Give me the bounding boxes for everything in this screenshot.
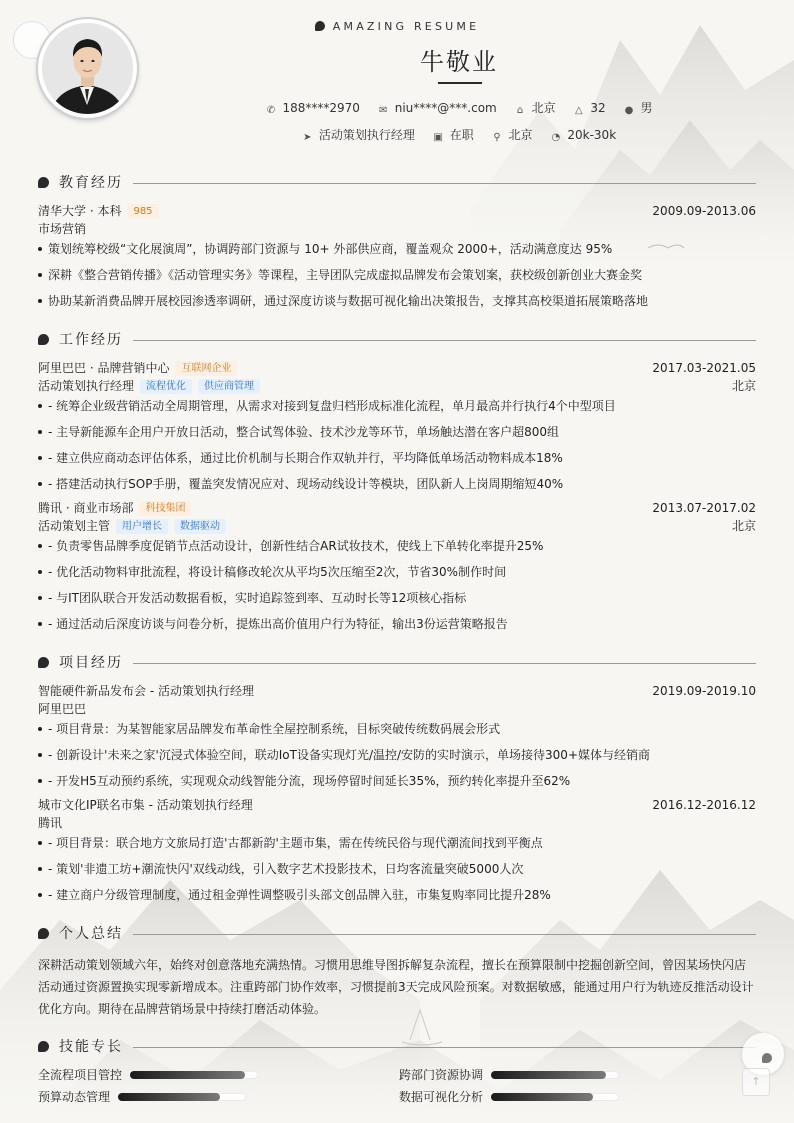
email-text: niu****@***.com [394,101,497,115]
project-date: 2016.12-2016.12 [652,798,756,812]
email-item [378,101,497,116]
divider [133,1047,756,1048]
list-item: - 主导新能源车企用户开放日活动，整合试驾体验、技术沙龙等环节，单场触达潜在客户超800组 [38,423,756,441]
list-item: - 优化活动物料审批流程，将设计稿修改轮次从平均5次压缩至2次，节省30%制作时间 [38,563,756,581]
work-role-row [38,517,756,535]
section-title: 个人总结 [59,926,123,942]
list-item: - 建立供应商动态评估体系，通过比价机制与长期合作双轨并行，平均降低单场活动物料成本18% [38,449,756,467]
list-item: - 与IT团队联合开发活动数据看板，实时追踪签到率、互动时长等12项核心指标 [38,589,756,607]
skill-bar-fill [118,1093,220,1101]
mail-icon: ✉ [379,105,388,116]
school-name: 清华大学 · 本科 [38,204,122,218]
work-city: 北京 [731,379,756,393]
skill-bar-fill [130,1071,245,1079]
list-item: - 通过活动后深度访谈与问卷分析，提炼出高价值用户行为特征，输出3份运营策略报告 [38,615,756,633]
summary-text: 深耕活动策划领域六年，始终对创意落地充满热情。习惯用思维导图拆解复杂流程，擅长在预算限制中挖掘创新空间，曾因某场快闪店活动通过资源置换实现零新增成本。注重跨部门协作效率，习惯提前3天完成风险预案。对数据敏感，能通过用户行为轨迹反推活动设计优化方向。期待在品牌营销场景中持续打磨活动体验。 [38,958,754,1016]
work-date: 2013.07-2017.02 [652,501,756,515]
cake-icon: △ [575,105,583,116]
gender-item [624,99,653,116]
list-item: - 搭建活动执行SOP手册，覆盖突发情况应对、现场动线设计等模块，团队新人上岗周期缩短40% [38,475,756,493]
ink-drop-icon [38,177,49,188]
school-tag: 985 [127,204,158,219]
briefcase-icon: ▣ [433,132,443,143]
work-date: 2017.03-2021.05 [652,361,756,375]
work-company-row [38,359,756,377]
age-item [573,101,605,116]
list-item: 策划统筹校级“文化展演周”，协调跨部门资源与 10+ 外部供应商，覆盖观众 2000+，活动满意度达 95% [38,240,756,258]
money-icon: ◔ [551,132,561,143]
salary-text: 20k-30k [567,128,617,142]
gender-icon: ● [624,105,634,116]
education-header-row [38,202,756,220]
company-tag: 科技集团 [139,501,191,516]
list-item: 深耕《整合营销传播》《活动管理实务》等课程，主导团队完成虚拟品牌发布会策划案，获校级创新创业大赛金奖 [38,266,756,284]
status-text: 在职 [449,128,474,142]
brand-header [0,20,794,33]
section-education-header [38,173,756,193]
divider [133,663,756,664]
candidate-name: 牛敬业 [420,48,498,76]
list-item: - 项目背景：联合地方文旅局打造'古都新韵'主题市集，需在传统民俗与现代潮流间找到平衡点 [38,834,756,852]
skill-item [399,1066,629,1084]
section-title: 技能专长 [59,1039,123,1055]
skill-name: 跨部门资源协调 [399,1068,484,1082]
role-tag: 数据驱动 [174,519,226,534]
list-item: - 策划'非遗工坊+潮流快闪'双线动线，引入数字艺术投影技术，日均客流量突破5000人次 [38,860,756,878]
skill-bar-track [491,1071,619,1079]
list-item: - 负责零售品牌季度促销节点活动设计，创新性结合AR试妆技术，使线上下单转化率提升25% [38,537,756,555]
section-work-header [38,330,756,350]
ink-drop-icon [762,1053,772,1063]
list-item: 协助某新消费品牌开展校园渗透率调研，通过深度访谈与数据可视化输出决策报告，支撑其高校渠道拓展策略落地 [38,292,756,310]
major: 市场营销 [38,222,87,236]
city-item [492,126,533,143]
role-tag: 流程优化 [140,379,192,394]
brand-text: AMAZING RESUME [332,20,480,33]
role-name: 活动策划执行经理 [38,379,135,393]
ink-drop-icon [38,1041,49,1052]
role-tag: 供应商管理 [198,379,260,394]
section-skills-header [38,1037,756,1057]
section-title: 工作经历 [59,332,123,348]
list-item: - 创新设计'未来之家'沉浸式体验空间，联动IoT设备实现灯光/温控/安防的实时演示，单场接待300+媒体与经销商 [38,746,756,764]
skill-item [38,1066,268,1084]
list-item: - 统筹企业级营销活动全周期管理，从需求对接到复盘归档形成标准化流程，单月最高并行执行4个中型项目 [38,397,756,415]
company-name: 阿里巴巴 · 品牌营销中心 [38,361,170,375]
role-name: 活动策划主管 [38,519,111,533]
divider [133,340,756,341]
skill-bar-fill [491,1071,606,1079]
position-text: 活动策划执行经理 [318,128,415,142]
job-intent-row [0,126,794,143]
list-item: - 项目背景：为某智能家居品牌发布革命性全屋控制系统，目标突破传统数码展会形式 [38,720,756,738]
role-tag: 用户增长 [116,519,168,534]
list-item: - 开发H5互动预约系统，实现观众动线智能分流，现场停留时间延长35%，预约转化率提升至62% [38,772,756,790]
gender-text: 男 [640,101,653,115]
position-item [302,126,415,143]
project-title-row [38,682,756,700]
work-city: 北京 [731,519,756,533]
skill-bar-track [118,1093,246,1101]
project-title: 城市文化IP联名市集 - 活动策划执行经理 [38,798,253,812]
company-tag: 互联网企业 [175,361,237,376]
ink-drop-icon [38,334,49,345]
send-icon: ➤ [303,132,312,143]
contact-row [0,99,794,116]
section-title: 教育经历 [59,175,123,191]
phone-icon: ✆ [266,105,276,116]
phone-item [265,101,359,116]
salary-item [550,128,616,143]
section-summary-header [38,924,756,944]
section-project-header [38,653,756,673]
age-text: 32 [590,101,606,115]
divider [133,183,756,184]
project-title-row [38,796,756,814]
ink-drop-icon [315,21,325,31]
skill-item [38,1088,268,1106]
home-icon: ⌂ [516,105,524,116]
hometown-item [515,99,556,116]
location-icon: ⚲ [493,132,501,143]
ink-drop-icon [38,928,49,939]
phone-text: 188****2970 [282,101,360,115]
project-org: 腾讯 [38,816,63,830]
project-title: 智能硬件新品发布会 - 活动策划执行经理 [38,684,254,698]
skill-name: 数据可视化分析 [399,1090,484,1104]
company-name: 腾讯 · 商业市场部 [38,501,134,515]
hometown-text: 北京 [531,101,556,115]
work-company-row [38,499,756,517]
back-to-top-button[interactable]: ↑ [742,1068,770,1096]
status-item [433,126,474,143]
work-role-row [38,377,756,395]
project-org: 阿里巴巴 [38,702,87,716]
name-underline [438,82,482,84]
skill-bar-track [130,1071,258,1079]
section-title: 项目经历 [59,655,123,671]
list-item: - 建立商户分级管理制度，通过租金弹性调整吸引头部文创品牌入驻，市集复购率同比提升28% [38,886,756,904]
skill-name: 预算动态管理 [38,1090,111,1104]
education-date: 2009.09-2013.06 [652,204,756,218]
skill-name: 全流程项目管控 [38,1068,123,1082]
ink-drop-icon [38,657,49,668]
divider [133,934,756,935]
city-text: 北京 [508,128,533,142]
project-date: 2019.09-2019.10 [652,684,756,698]
skill-bar-fill [491,1093,593,1101]
skill-bar-track [491,1093,619,1101]
skill-item [399,1088,629,1106]
